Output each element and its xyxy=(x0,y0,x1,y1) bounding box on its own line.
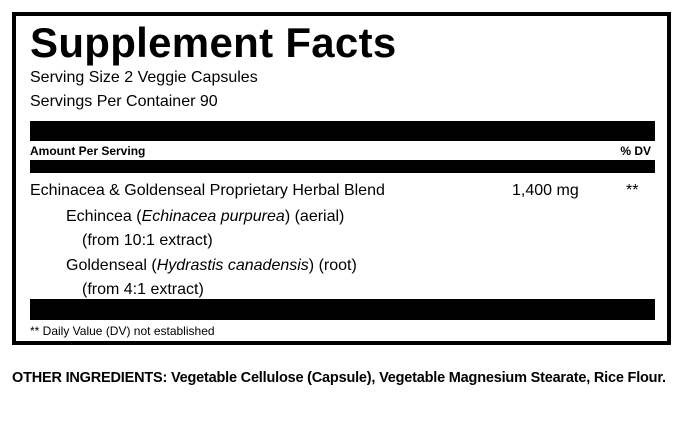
thick-divider-top xyxy=(30,121,655,141)
serving-size: Serving Size 2 Veggie Capsules xyxy=(30,69,258,86)
medium-divider xyxy=(30,160,655,173)
other-ingredients xyxy=(12,365,676,391)
ingredient-echinacea-note: (from 10:1 extract) xyxy=(82,232,213,249)
ingredient-goldenseal xyxy=(66,256,357,276)
other-ingredients-text: Vegetable Cellulose (Capsule), Vegetable Magnesium Stearate, Rice Flour. xyxy=(167,370,666,386)
ingredient-goldenseal-note: (from 4:1 extract) xyxy=(82,281,204,298)
panel-title: Supplement Facts xyxy=(30,19,397,66)
ingredient-name: Echincea ( xyxy=(66,208,142,225)
blend-dv: ** xyxy=(626,182,639,199)
other-ingredients-label: OTHER INGREDIENTS: xyxy=(12,370,168,386)
blend-name: Echinacea & Goldenseal Proprietary Herbal Blend xyxy=(30,182,385,199)
ingredient-part: ) (aerial) xyxy=(284,208,345,225)
dv-footnote: ** Daily Value (DV) not established xyxy=(30,324,215,338)
ingredient-latin-name: Echinacea purpurea xyxy=(141,208,285,225)
ingredient-latin-name: Hydrastis canadensis xyxy=(156,257,309,274)
ingredient-echinacea xyxy=(66,207,344,227)
servings-per-container: Servings Per Container 90 xyxy=(30,93,218,110)
blend-amount: 1,400 mg xyxy=(512,182,579,199)
supplement-facts-panel xyxy=(12,12,671,345)
amount-per-serving-header: Amount Per Serving xyxy=(30,144,146,158)
thick-divider-bottom xyxy=(30,299,655,320)
dv-header: % DV xyxy=(620,144,651,158)
ingredient-name: Goldenseal ( xyxy=(66,257,157,274)
ingredient-part: ) (root) xyxy=(308,257,357,274)
